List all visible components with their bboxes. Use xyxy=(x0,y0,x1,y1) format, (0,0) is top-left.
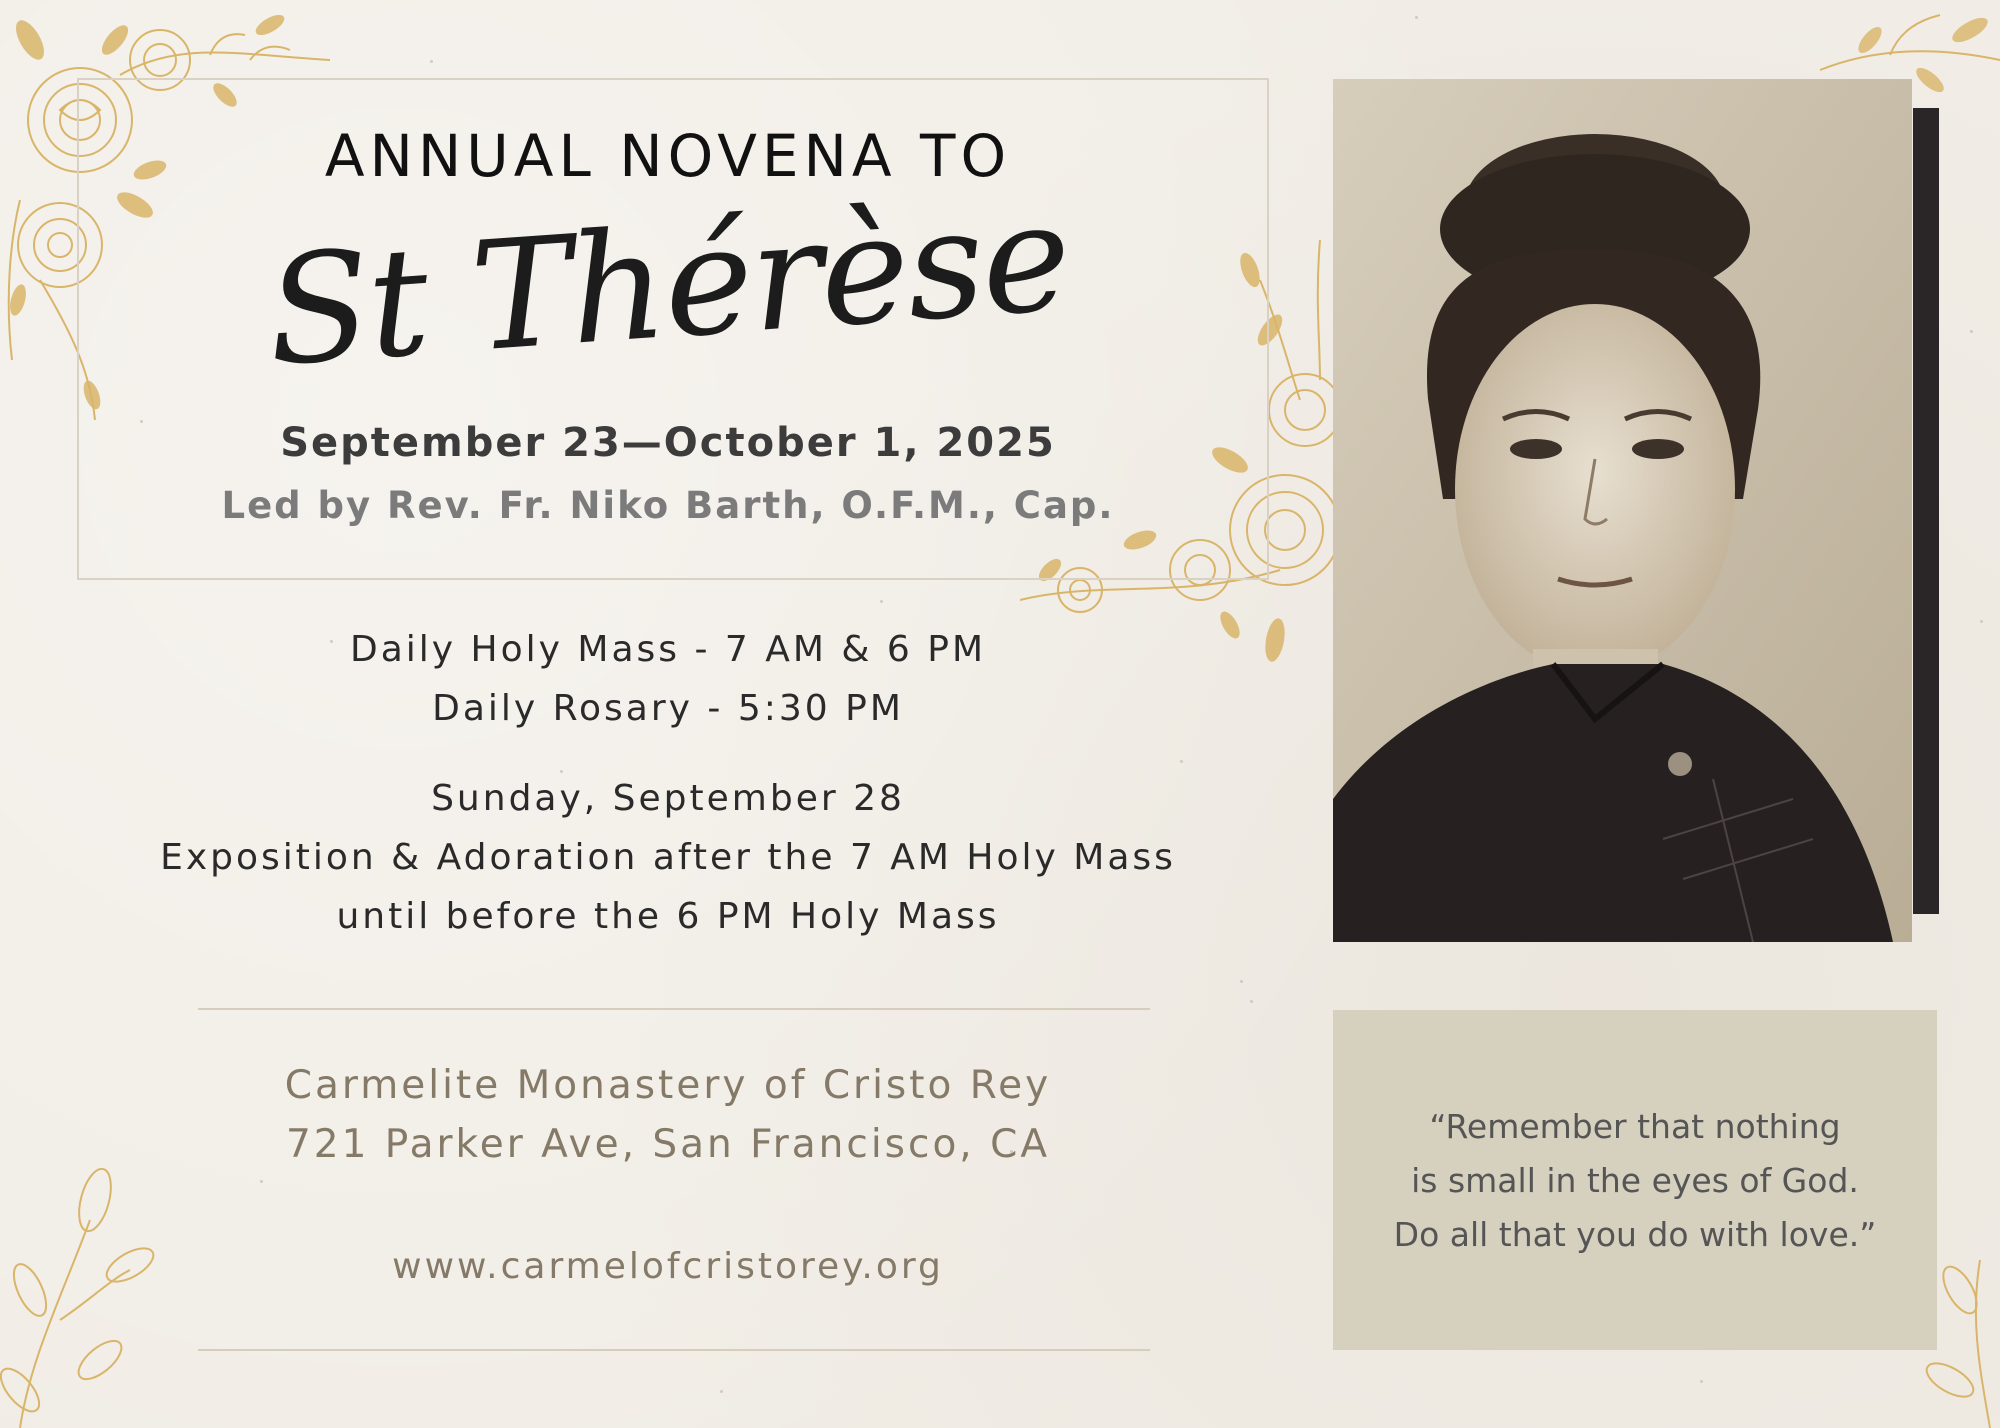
title-annual-novena: ANNUAL NOVENA TO xyxy=(324,122,1012,190)
website-link[interactable]: www.carmelofcristorey.org xyxy=(392,1246,944,1287)
quote-text xyxy=(1333,1100,1937,1262)
novena-dates: September 23—October 1, 2025 xyxy=(280,420,1056,466)
portrait-illustration xyxy=(1333,79,1912,942)
quote-box xyxy=(1333,1010,1937,1350)
portrait-photo xyxy=(1333,79,1912,942)
daily-mass-times: Daily Holy Mass - 7 AM & 6 PM xyxy=(350,629,986,670)
sunday-date: Sunday, September 28 xyxy=(431,778,905,819)
title-saint-name-script: St Thérèse xyxy=(261,170,1075,400)
photo-shadow-bar xyxy=(1913,108,1939,914)
quote-line-3: Do all that you do with love.” xyxy=(1393,1215,1877,1254)
exposition-line-2: until before the 6 PM Holy Mass xyxy=(336,896,1000,937)
monastery-address: 721 Parker Ave, San Francisco, CA xyxy=(285,1122,1051,1167)
exposition-line-1: Exposition & Adoration after the 7 AM Holy Mass xyxy=(160,837,1176,878)
divider-bottom xyxy=(198,1349,1150,1351)
monastery-name: Carmelite Monastery of Cristo Rey xyxy=(284,1063,1052,1108)
quote-line-2: is small in the eyes of God. xyxy=(1411,1161,1859,1200)
daily-rosary-time: Daily Rosary - 5:30 PM xyxy=(432,688,904,729)
led-by-text: Led by Rev. Fr. Niko Barth, O.F.M., Cap. xyxy=(221,484,1115,527)
quote-line-1: “Remember that nothing xyxy=(1429,1107,1841,1146)
divider-top xyxy=(198,1008,1150,1010)
gold-leaf-flourish-bottom-left xyxy=(0,1160,160,1428)
